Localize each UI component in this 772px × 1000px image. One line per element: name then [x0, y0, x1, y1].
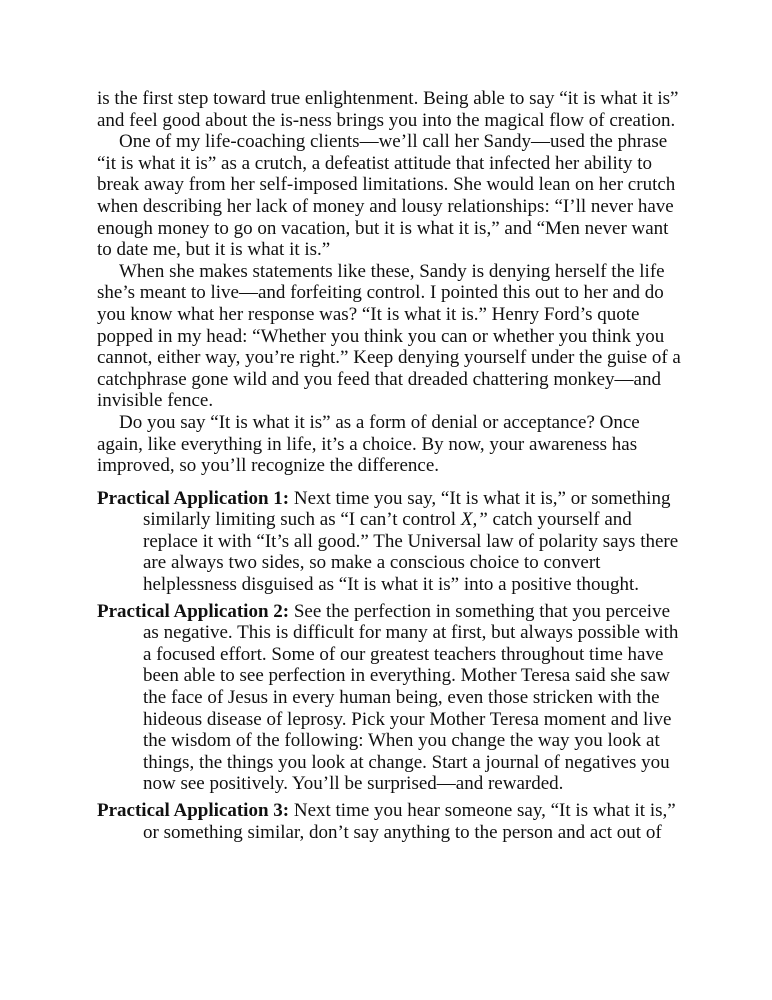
- practical-application-2-text: See the perfection in something that you perceive as negative. This is difficult for many at first, but always possible with a focused effort. Some of our greatest teachers throughout time have been able to see perfection in everything. Mother Teresa said she saw the face of Jesus in every human being, even those stricken with the hideous disease of leprosy. Pick your Mother Teresa moment and live the wisdom of the following: When you change the way you look at things, the things you look at change. Start a journal of negatives you now see positively. You’ll be surprised—and rewarded.: [143, 600, 679, 795]
- practical-application-2: [97, 601, 682, 795]
- paragraph-sandy-story: One of my life-coaching clients—we’ll call her Sandy—used the phrase “it is what it is” as a crutch, a defeatist attitude that infected her ability to break away from her self-imposed limitations. She would lean on her crutch when describing her lack of money and lousy relationships: “I’ll never have enough money to go on vacation, but it is what it is,” and “Men never want to date me, but it is what it is.”: [97, 131, 676, 261]
- practical-application-1-italic: X,”: [460, 509, 488, 531]
- paragraph-henry-ford-quote: When she makes statements like these, Sandy is denying herself the life she’s meant to live—and forfeiting control. I pointed this out to her and do you know what her response was? “It is what it is.” Henry Ford’s quote popped in my head: “Whether you think you can or whether you think you cannot, either way, you’re right.” Keep denying yourself under the guise of a catchphrase gone wild and you feed that dreaded chattering monkey—and invisible fence.: [97, 260, 681, 412]
- practical-application-3-label: Practical Application 3:: [97, 800, 290, 821]
- practical-application-3: [97, 800, 682, 843]
- paragraph-continuation: is the first step toward true enlightenment. Being able to say “it is what it is” and feel good about the is-ness brings you into the magical flow of creation.: [97, 88, 679, 131]
- paragraph-denial-or-acceptance: Do you say “It is what it is” as a form of denial or acceptance? Once again, like everything in life, it’s a choice. By now, your awareness has improved, so you’ll recognize the difference.: [97, 411, 640, 477]
- practical-application-1-text-after: catch yourself and replace it with “It’s all good.” The Universal law of polarity says there are always two sides, so make a conscious choice to convert helplessness disguised as “It is what it is” into a positive thought.: [143, 509, 679, 596]
- practical-application-2-label: Practical Application 2:: [97, 600, 290, 622]
- practical-application-1: [97, 488, 682, 596]
- practical-applications-list: [97, 488, 682, 844]
- practical-application-3-text: Next time you hear someone say, “It is what it is,” or something similar, don’t say anything to the person and act out of: [143, 800, 676, 843]
- practical-application-1-label: Practical Application 1:: [97, 487, 290, 509]
- practical-application-1-text-before: Next time you say, “It is what it is,” or something similarly limiting such as “I can’t control: [143, 487, 671, 531]
